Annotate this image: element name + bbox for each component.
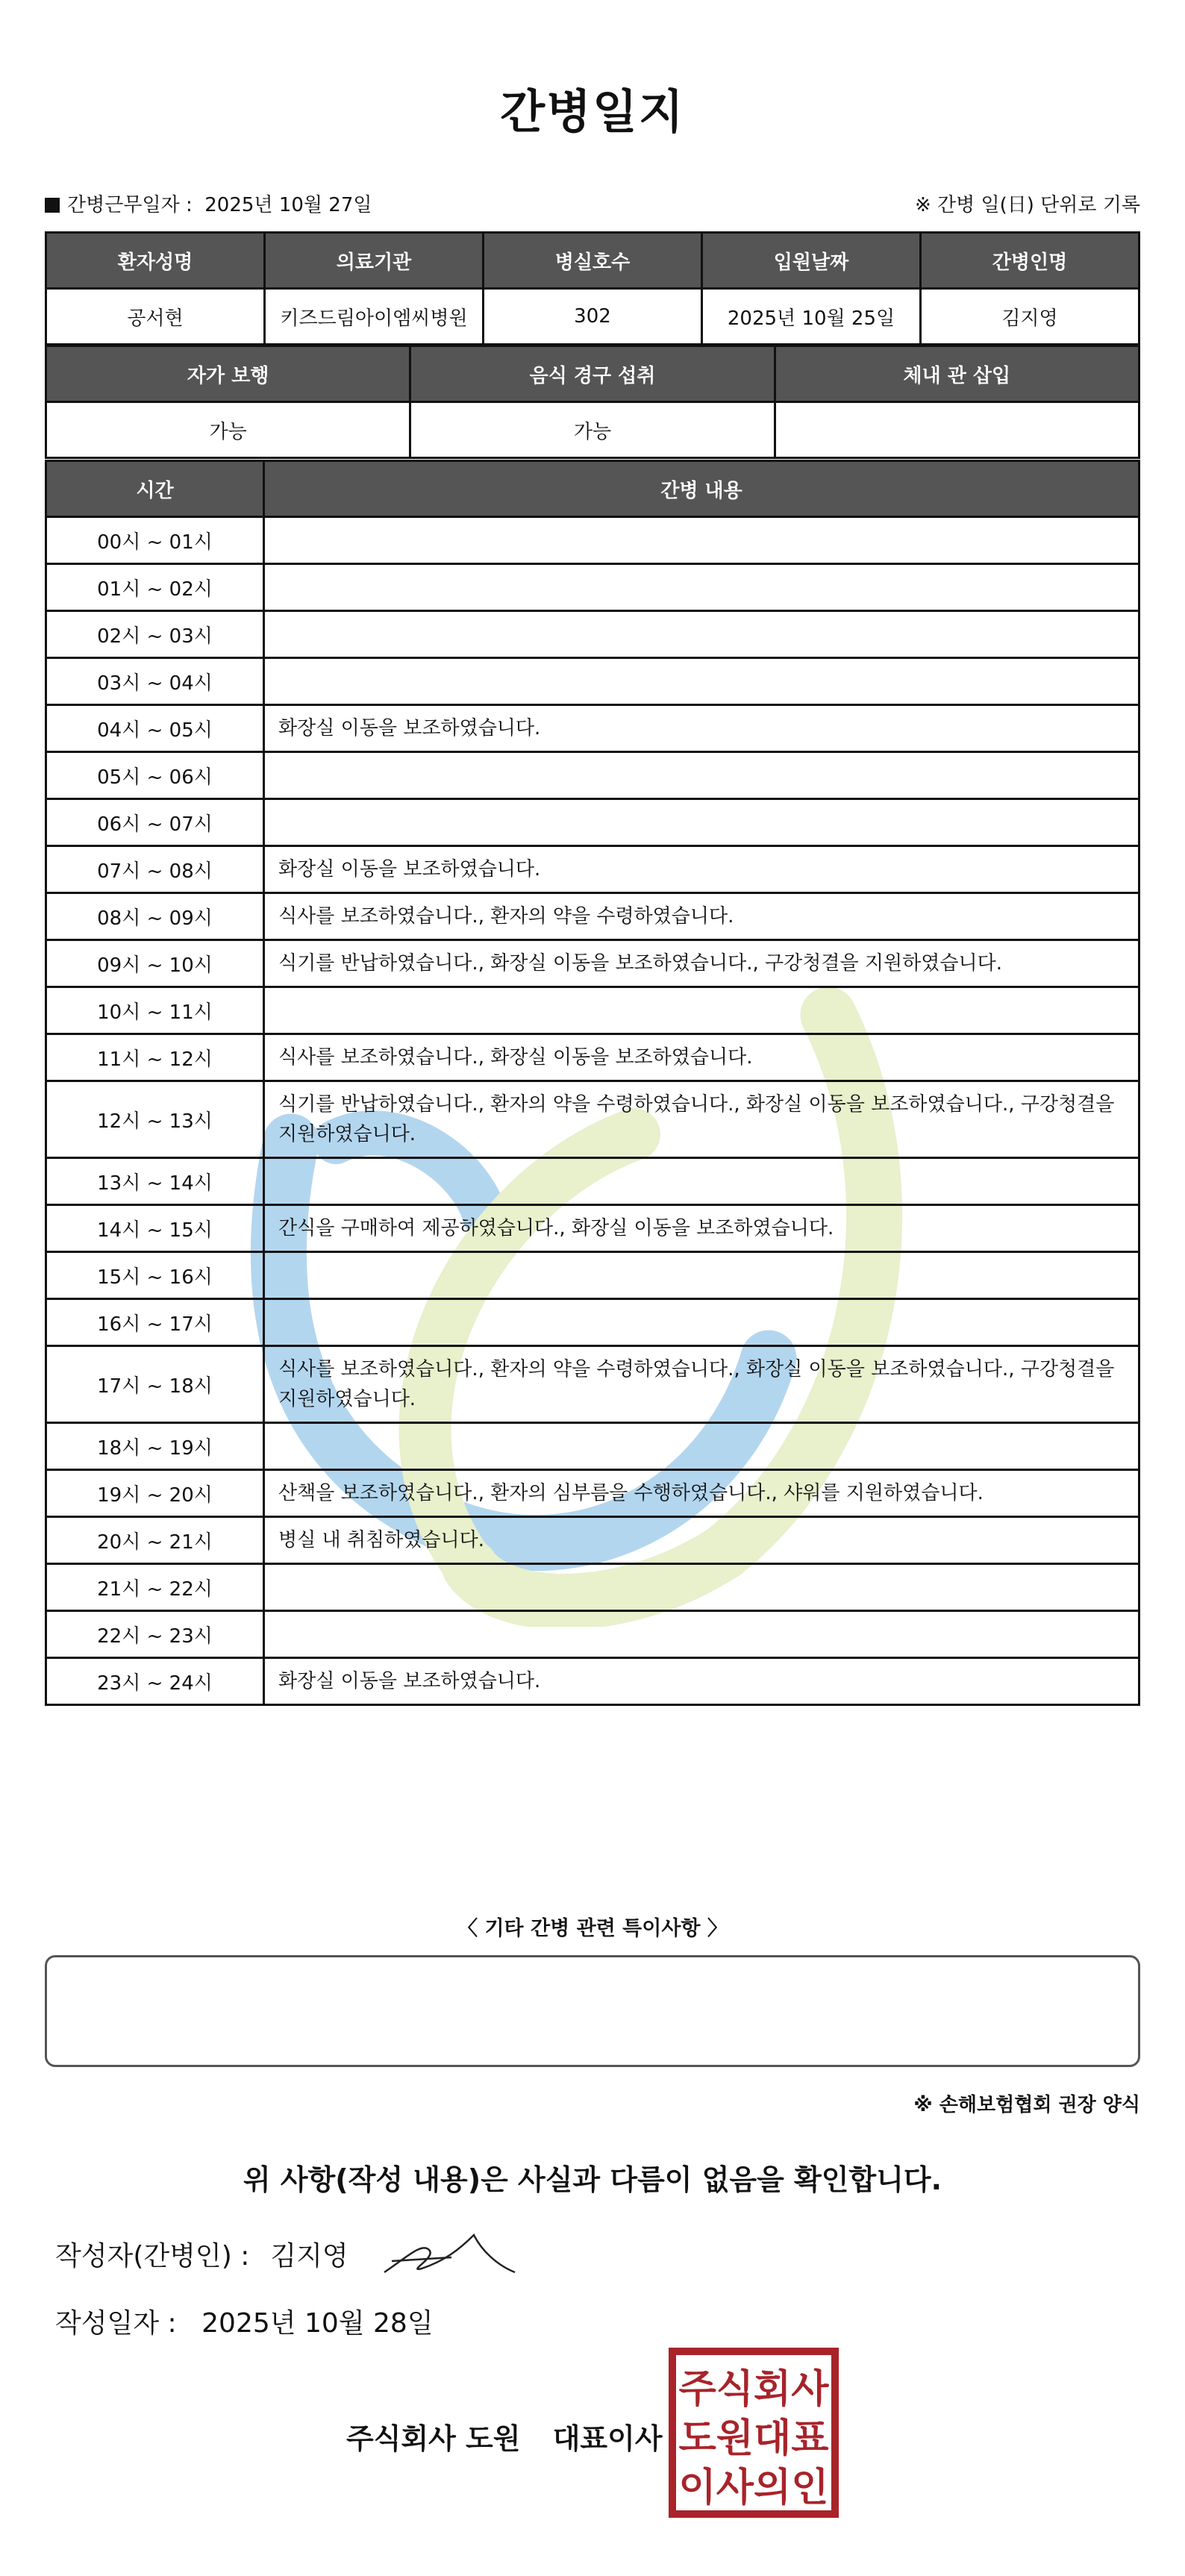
self-walking-value: 가능	[46, 402, 410, 458]
log-row	[46, 1034, 1139, 1081]
log-row	[46, 1517, 1139, 1564]
log-time: 06시 ~ 07시	[46, 799, 264, 846]
log-row	[46, 705, 1139, 752]
log-time: 14시 ~ 15시	[46, 1205, 264, 1252]
log-content	[264, 564, 1139, 611]
log-row	[46, 752, 1139, 799]
log-row	[46, 564, 1139, 611]
patient-status-table	[45, 345, 1140, 459]
log-content	[264, 1252, 1139, 1299]
company-line	[346, 2416, 663, 2457]
confirmation-statement: 위 사항(작성 내용)은 사실과 다름이 없음을 확인합니다.	[243, 2163, 942, 2196]
patient-info-table	[45, 231, 1140, 346]
log-row	[46, 987, 1139, 1034]
log-content: 화장실 이동을 보조하였습니다.	[264, 846, 1139, 893]
log-time: 17시 ~ 18시	[46, 1346, 264, 1423]
patient-name: 공서현	[46, 289, 265, 345]
log-content	[264, 658, 1139, 705]
header-room: 병실호수	[484, 233, 702, 289]
log-time: 16시 ~ 17시	[46, 1299, 264, 1346]
log-time: 21시 ~ 22시	[46, 1564, 264, 1611]
log-content	[264, 987, 1139, 1034]
log-time: 23시 ~ 24시	[46, 1658, 264, 1705]
document-title: 간병일지	[500, 84, 685, 139]
log-row	[46, 846, 1139, 893]
header-time: 시간	[46, 461, 264, 517]
log-content: 산책을 보조하였습니다., 환자의 심부름을 수행하였습니다., 샤워를 지원하였습니다.	[264, 1470, 1139, 1517]
log-time: 22시 ~ 23시	[46, 1611, 264, 1658]
log-row	[46, 1252, 1139, 1299]
log-time: 07시 ~ 08시	[46, 846, 264, 893]
room-number: 302	[484, 289, 702, 345]
header-hospital: 의료기관	[265, 233, 484, 289]
header-care-content: 간병 내용	[264, 461, 1139, 517]
log-time: 20시 ~ 21시	[46, 1517, 264, 1564]
seal-line-2: 도원대표	[678, 2416, 829, 2461]
company-name: 주식회사 도원	[346, 2422, 521, 2455]
log-time: 05시 ~ 06시	[46, 752, 264, 799]
log-content	[264, 1423, 1139, 1470]
log-content: 병실 내 취침하였습니다.	[264, 1517, 1139, 1564]
log-row	[46, 1081, 1139, 1158]
log-content	[264, 517, 1139, 564]
log-row	[46, 1611, 1139, 1658]
log-content: 식사를 보조하였습니다., 화장실 이동을 보조하였습니다.	[264, 1034, 1139, 1081]
log-time: 11시 ~ 12시	[46, 1034, 264, 1081]
log-row	[46, 893, 1139, 940]
written-date: 2025년 10월 28일	[201, 2308, 434, 2339]
header-oral-intake: 음식 경구 섭취	[410, 346, 775, 402]
log-content	[264, 611, 1139, 658]
log-content: 식기를 반납하였습니다., 환자의 약을 수령하였습니다., 화장실 이동을 보조하였습니다., 구강청결을 지원하였습니다.	[264, 1081, 1139, 1158]
writer-row	[55, 2235, 348, 2273]
work-date-label: 간병근무일자 :	[67, 193, 193, 216]
header-admission-date: 입원날짜	[702, 233, 921, 289]
recommended-form-note: ※ 손해보험협회 권장 양식	[913, 2094, 1140, 2116]
log-row	[46, 799, 1139, 846]
seal-line-3: 이사의인	[678, 2466, 829, 2510]
subheader	[45, 188, 1140, 218]
log-row	[46, 517, 1139, 564]
log-content	[264, 799, 1139, 846]
hourly-care-log-table	[45, 460, 1140, 1706]
header-tube-insertion: 체내 관 삽입	[775, 346, 1139, 402]
record-unit-note: ※ 간병 일(日) 단위로 기록	[914, 193, 1140, 216]
log-row	[46, 940, 1139, 987]
log-row	[46, 1299, 1139, 1346]
log-content	[264, 1611, 1139, 1658]
writer-label: 작성자(간병인) :	[55, 2241, 250, 2272]
log-time: 03시 ~ 04시	[46, 658, 264, 705]
log-time: 01시 ~ 02시	[46, 564, 264, 611]
log-row	[46, 1470, 1139, 1517]
log-row	[46, 1658, 1139, 1705]
log-time: 08시 ~ 09시	[46, 893, 264, 940]
log-row	[46, 1158, 1139, 1205]
log-content: 간식을 구매하여 제공하였습니다., 화장실 이동을 보조하였습니다.	[264, 1205, 1139, 1252]
log-rows	[46, 517, 1139, 1705]
header-patient-name: 환자성명	[46, 233, 265, 289]
log-content: 화장실 이동을 보조하였습니다.	[264, 1658, 1139, 1705]
log-time: 13시 ~ 14시	[46, 1158, 264, 1205]
log-time: 00시 ~ 01시	[46, 517, 264, 564]
notes-title: 〈 기타 간병 관련 특이사항 〉	[457, 1917, 728, 1940]
log-content	[264, 1299, 1139, 1346]
log-content: 식사를 보조하였습니다., 환자의 약을 수령하였습니다.	[264, 893, 1139, 940]
log-row	[46, 1564, 1139, 1611]
log-row	[46, 1205, 1139, 1252]
log-row	[46, 658, 1139, 705]
written-date-label: 작성일자 :	[55, 2308, 177, 2339]
log-content: 화장실 이동을 보조하였습니다.	[264, 705, 1139, 752]
log-time: 02시 ~ 03시	[46, 611, 264, 658]
log-time: 18시 ~ 19시	[46, 1423, 264, 1470]
written-date-row	[55, 2302, 434, 2340]
square-bullet-icon	[45, 198, 60, 213]
admission-date: 2025년 10월 25일	[702, 289, 921, 345]
work-date-value: 2025년 10월 27일	[204, 193, 372, 216]
log-time: 10시 ~ 11시	[46, 987, 264, 1034]
log-row	[46, 611, 1139, 658]
log-row	[46, 1346, 1139, 1423]
log-time: 04시 ~ 05시	[46, 705, 264, 752]
work-date	[45, 190, 372, 217]
log-time: 12시 ~ 13시	[46, 1081, 264, 1158]
hospital-name: 키즈드림아이엠씨병원	[265, 289, 484, 345]
writer-name: 김지영	[270, 2241, 348, 2272]
seal-line-1: 주식회사	[678, 2367, 829, 2412]
company-seal-icon	[668, 2347, 839, 2519]
log-time: 19시 ~ 20시	[46, 1470, 264, 1517]
log-content	[264, 752, 1139, 799]
signature-icon	[377, 2228, 519, 2287]
log-time: 15시 ~ 16시	[46, 1252, 264, 1299]
caregiver-name: 김지영	[921, 289, 1139, 345]
header-caregiver-name: 간병인명	[921, 233, 1139, 289]
oral-intake-value: 가능	[410, 402, 775, 458]
log-content	[264, 1564, 1139, 1611]
tube-insertion-value	[775, 402, 1139, 458]
header-self-walking: 자가 보행	[46, 346, 410, 402]
log-content	[264, 1158, 1139, 1205]
log-row	[46, 1423, 1139, 1470]
log-content: 식사를 보조하였습니다., 환자의 약을 수령하였습니다., 화장실 이동을 보조하였습니다., 구강청결을 지원하였습니다.	[264, 1346, 1139, 1423]
log-content: 식기를 반납하였습니다., 화장실 이동을 보조하였습니다., 구강청결을 지원하였습니다.	[264, 940, 1139, 987]
company-title: 대표이사	[552, 2422, 663, 2455]
special-notes-box	[45, 1955, 1140, 2067]
log-time: 09시 ~ 10시	[46, 940, 264, 987]
